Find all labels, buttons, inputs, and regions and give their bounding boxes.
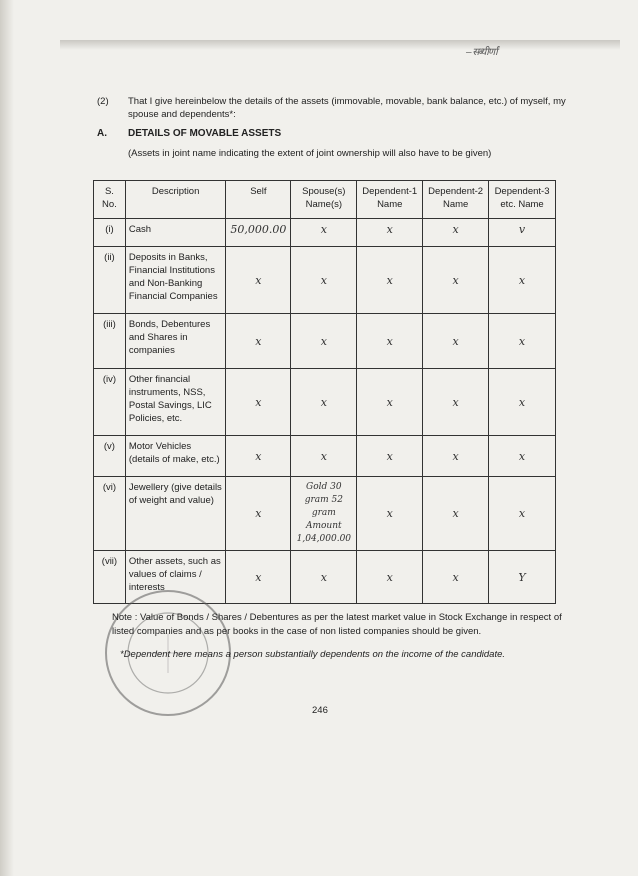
row-description: Motor Vehicles (details of make, etc.) [125,436,226,477]
dependent-footnote: *Dependent here means a person substantially dependents on the income of the candidate. [120,649,506,660]
self-value: x [226,477,291,551]
header-handwriting: – सब्यीर्णां [466,47,497,58]
table-row [94,219,556,247]
self-value: x [226,247,291,314]
dependent-2-value: x [423,551,489,604]
spouse-value: x [291,436,357,477]
row-number: (i) [94,219,126,247]
spouse-value: x [291,369,357,436]
spouse-value: x [291,247,357,314]
dependent-2-value: x [423,247,489,314]
dependent-3-value: x [489,477,556,551]
row-number: (iii) [94,314,126,369]
self-value: x [226,436,291,477]
spouse-jewellery-value: Gold 30 gram 52 gram Amount 1,04,000.00 [291,477,357,551]
dependent-1-value: x [357,314,423,369]
dependent-3-value: x [489,314,556,369]
movable-assets-table [93,180,556,604]
dependent-1-value: x [357,247,423,314]
header-description: Description [125,181,226,219]
header-spouse: Spouse(s) Name(s) [291,181,357,219]
row-description: Jewellery (give details of weight and value) [125,477,226,551]
dependent-1-value: x [357,436,423,477]
header-dependent-2: Dependent-2 Name [423,181,489,219]
self-value: x [226,314,291,369]
table-row [94,247,556,314]
table-row [94,314,556,369]
row-number: (iv) [94,369,126,436]
row-description: Bonds, Debentures and Shares in companies [125,314,226,369]
row-description: Deposits in Banks, Financial Institutions and Non-Banking Financial Companies [125,247,226,314]
row-number: (vi) [94,477,126,551]
self-value: x [226,369,291,436]
dependent-1-value: x [357,369,423,436]
table-row [94,436,556,477]
paragraph-text: That I give hereinbelow the details of the assets (immovable, movable, bank balance, etc.) of myself, my spouse and dependents*: [128,96,566,120]
header-self: Self [226,181,291,219]
dependent-1-value: x [357,551,423,604]
table-row [94,369,556,436]
self-value: 50,000.00 [226,219,291,247]
table-header-row [94,181,556,219]
dependent-3-value: x [489,247,556,314]
page-number: 246 [312,705,328,716]
dependent-2-value: x [423,369,489,436]
note-text: Note : Value of Bonds / Shares / Debentures as per the latest market value in Stock Exchange in respect of listed companies and as per books in the case of non listed companies should be given. [112,612,562,637]
section-subtitle: (Assets in joint name indicating the extent of joint ownership will also have to be given) [128,148,492,159]
dependent-2-value: x [423,314,489,369]
row-description: Cash [125,219,226,247]
dependent-1-value: x [357,477,423,551]
section-title: DETAILS OF MOVABLE ASSETS [128,128,282,139]
row-number: (v) [94,436,126,477]
dependent-3-value: Y [489,551,556,604]
section-letter: A. [97,128,107,139]
dependent-3-value: x [489,369,556,436]
spouse-value: x [291,219,357,247]
dependent-1-value: x [357,219,423,247]
row-description: Other assets, such as values of claims / interests [125,551,226,604]
dependent-3-value: x [489,436,556,477]
header-sno: S. No. [94,181,126,219]
dependent-2-value: x [423,219,489,247]
header-dependent-3: Dependent-3 etc. Name [489,181,556,219]
row-number: (ii) [94,247,126,314]
row-description: Other financial instruments, NSS, Postal Savings, LIC Policies, etc. [125,369,226,436]
page-edge-shadow [0,0,14,876]
dependent-2-value: x [423,436,489,477]
header-dependent-1: Dependent-1 Name [357,181,423,219]
table-row [94,477,556,551]
dependent-2-value: x [423,477,489,551]
scan-shadow [60,40,620,50]
spouse-value: x [291,314,357,369]
spouse-value: x [291,551,357,604]
row-number: (vii) [94,551,126,604]
paragraph-number: (2) [97,96,109,107]
dependent-3-value: v [489,219,556,247]
self-value: x [226,551,291,604]
